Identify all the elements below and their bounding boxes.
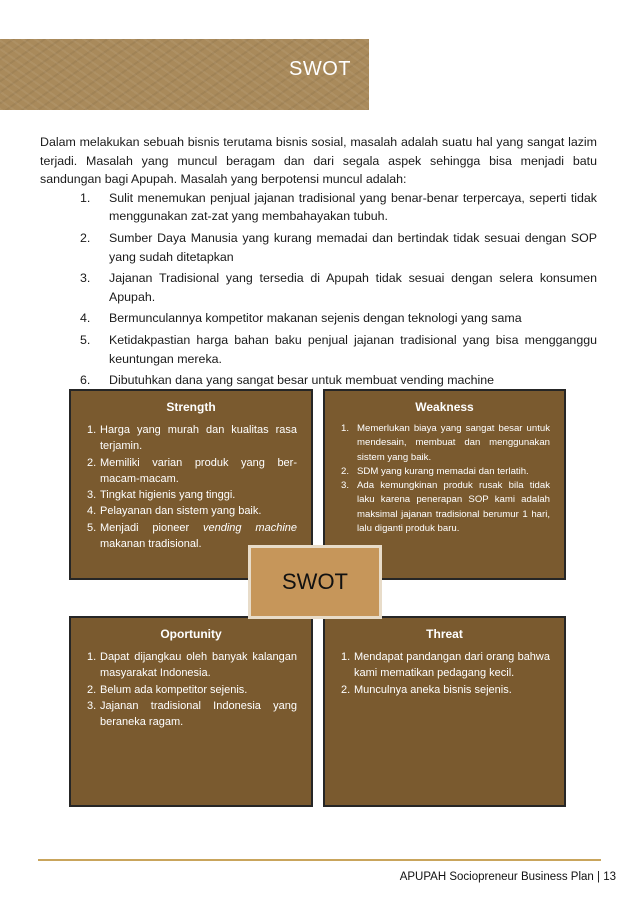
swot-opportunity-box — [69, 616, 313, 807]
item-text: Jajanan tradisional Indonesia yang beraneka ragam. — [100, 699, 297, 729]
item-text: SDM yang kurang memadai dan terlatih. — [357, 465, 529, 477]
weakness-list — [325, 422, 564, 536]
problem-item — [40, 371, 597, 390]
item-number: 4. — [87, 505, 97, 518]
problem-text: Sumber Daya Manusia yang kurang memadai dan bertindak tidak sesuai dengan SOP yang sudah ditetapkan — [109, 230, 597, 264]
problem-text: Jajanan Tradisional yang tersedia di Apupah tidak sesuai dengan selera konsumen Apupah. — [109, 271, 597, 304]
footer-divider — [38, 859, 601, 861]
problem-item — [40, 189, 597, 226]
problem-number: 4. — [80, 311, 91, 326]
item-text: Tingkat higienis yang tinggi. — [100, 489, 236, 502]
problem-item — [40, 229, 597, 266]
item-number: 3. — [341, 480, 350, 492]
problem-number: 2. — [80, 230, 91, 245]
problem-item — [40, 269, 597, 306]
footer-page-label: APUPAH Sociopreneur Business Plan | 13 — [399, 871, 616, 883]
intro-section — [40, 133, 597, 390]
problem-list — [40, 189, 597, 390]
page-title: SWOT — [289, 58, 351, 80]
strength-title: Strength — [166, 400, 216, 414]
item-number: 2. — [87, 683, 97, 696]
item-number: 3. — [87, 489, 97, 502]
item-text: Harga yang murah dan kualitas rasa terjamin. — [100, 424, 297, 453]
strength-item — [87, 503, 297, 519]
strength-item — [87, 422, 297, 455]
problem-text: Dibutuhkan dana yang sangat besar untuk membuat vending machine — [109, 373, 495, 388]
swot-center-box — [248, 545, 382, 619]
strength-item — [87, 487, 297, 503]
swot-center-label: SWOT — [282, 569, 348, 594]
item-text: Memiliki varian produk yang ber-macam-macam. — [100, 456, 297, 485]
item-text: Ada kemungkinan produk rusak bila tidak laku karena penerapan SOP kami adalah maksimal jajanan tradisional berumur 1 hari, lalu diganti produk baru. — [357, 480, 550, 535]
item-number: 2. — [87, 456, 97, 469]
item-number: 2. — [341, 683, 351, 696]
problem-number: 1. — [80, 190, 91, 205]
header-banner — [0, 39, 369, 110]
opportunity-item — [87, 649, 297, 682]
weakness-item — [341, 422, 550, 465]
item-text-after: makanan tradisional. — [100, 538, 202, 551]
item-text: Dapat dijangkau oleh banyak kalangan masyarakat Indonesia. — [100, 651, 297, 680]
item-number: 1. — [87, 424, 97, 436]
problem-number: 3. — [80, 271, 91, 286]
problem-item — [40, 331, 597, 368]
intro-paragraph: Dalam melakukan sebuah bisnis terutama bisnis sosial, masalah adalah suatu hal yang sangat lazim terjadi. Masalah yang muncul beragam dan dari segala aspek sehingga bisa menjadi batu sandungan bagi Apupah. Masalah yang berpotensi muncul adalah: — [40, 135, 597, 187]
problem-text: Bermunculannya kompetitor makanan sejenis dengan teknologi yang sama — [109, 311, 522, 326]
threat-list — [325, 649, 564, 698]
problem-text: Sulit menemukan penjual jajanan tradisional yang benar-benar terpercaya, seperti tidak menggunakan zat-zat yang membahayakan tubuh. — [109, 190, 597, 224]
opportunity-title: Oportunity — [160, 627, 222, 641]
opportunity-list — [71, 649, 311, 730]
problem-text: Ketidakpastian harga bahan baku penjual jajanan tradisional yang bisa mengganggu keuntungan mereka. — [109, 332, 597, 366]
swot-threat-box — [323, 616, 566, 807]
item-text: Belum ada kompetitor sejenis. — [100, 683, 248, 696]
item-text: Pelayanan dan sistem yang baik. — [100, 505, 262, 518]
item-number: 1. — [87, 651, 97, 663]
problem-number: 6. — [80, 373, 91, 388]
item-number: 2. — [341, 465, 350, 477]
item-text-before: Menjadi pioneer — [100, 521, 203, 534]
weakness-item — [341, 479, 550, 536]
strength-item — [87, 455, 297, 488]
item-text: Mendapat pandangan dari orang bahwa kami mematikan pedagang kecil. — [354, 651, 550, 680]
strength-list — [71, 422, 311, 552]
item-text-italic: vending machine — [203, 521, 297, 534]
threat-item — [341, 649, 550, 682]
item-number: 1. — [341, 651, 351, 663]
problem-number: 5. — [80, 332, 91, 347]
item-number: 5. — [87, 521, 97, 534]
weakness-item — [341, 465, 550, 479]
item-text: Munculnya aneka bisnis sejenis. — [354, 683, 512, 696]
weakness-title: Weakness — [415, 400, 474, 414]
opportunity-item — [87, 682, 297, 698]
threat-item — [341, 682, 550, 698]
threat-title: Threat — [426, 627, 463, 641]
item-number: 1. — [341, 423, 350, 434]
item-text: Memerlukan biaya yang sangat besar untuk mendesain, membuat dan menggunakan sistem yang baik. — [357, 423, 550, 463]
item-number: 3. — [87, 699, 97, 712]
problem-item — [40, 309, 597, 328]
opportunity-item — [87, 698, 297, 731]
